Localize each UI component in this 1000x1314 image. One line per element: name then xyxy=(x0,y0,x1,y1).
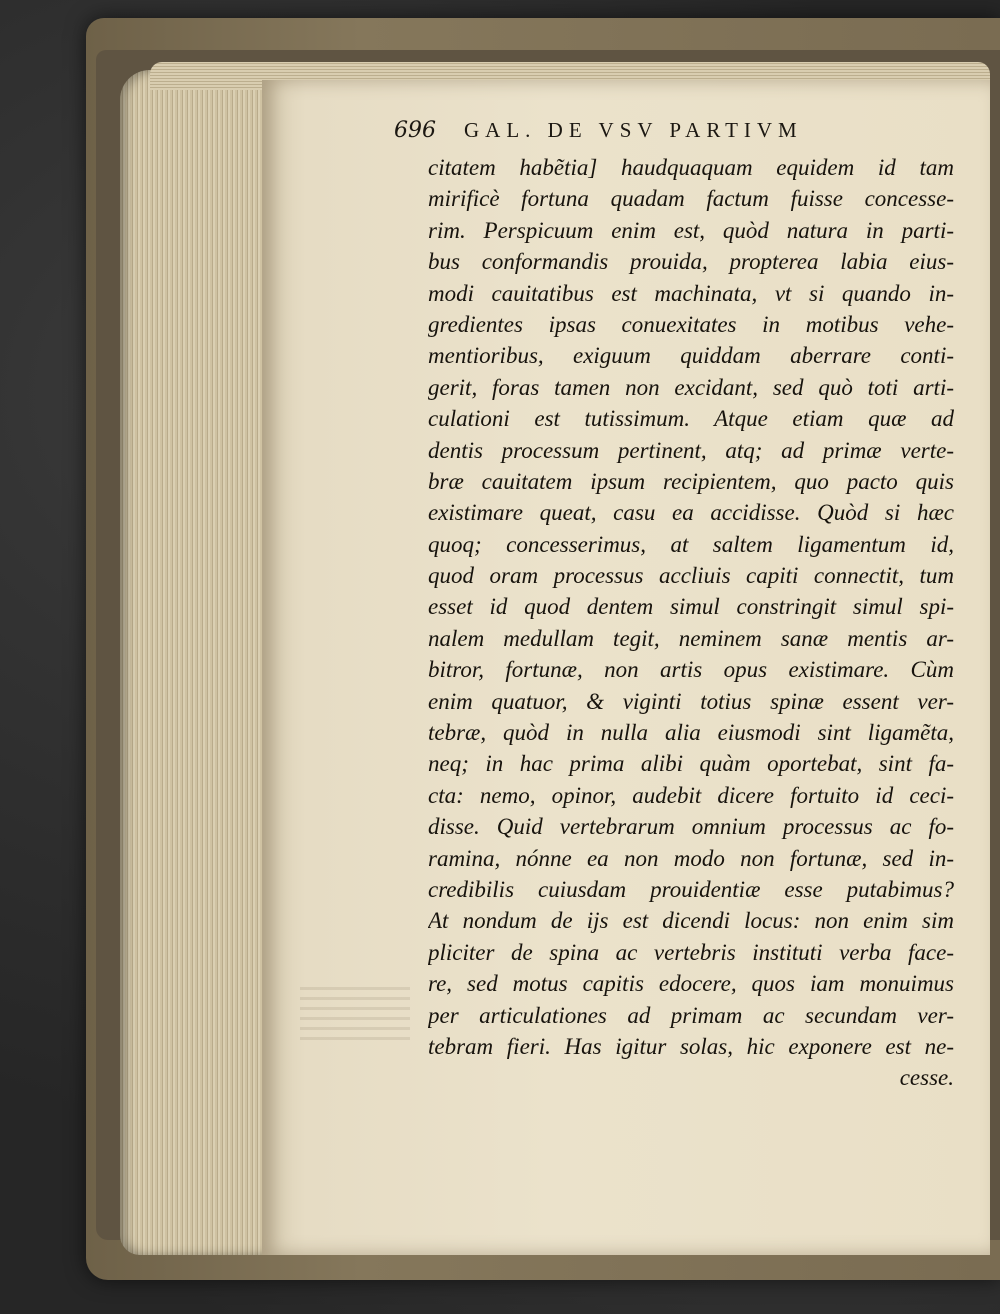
text-line: cta: nemo, opinor, audebit dicere fortuito id ceci- xyxy=(428,782,954,808)
page-stack-edge xyxy=(120,70,270,1255)
text-line: mirificè fortuna quadam factum fuisse concesse- xyxy=(428,186,954,212)
text-line: per articulationes ad primam ac secundam ver- xyxy=(428,1002,954,1028)
text-line: gerit, foras tamen non excidant, sed quò toti arti- xyxy=(428,374,954,400)
text-line: modi cauitatibus est machinata, vt si quando in- xyxy=(428,280,954,306)
text-line: disse. Quid vertebrarum omnium processus ac fo- xyxy=(428,814,954,840)
text-line: At nondum de ijs est dicendi locus: non enim sim xyxy=(428,908,954,934)
text-line: existimare queat, casu ea accidisse. Quòd si hæc xyxy=(428,500,954,526)
text-line: pliciter de spina ac vertebris instituti verba face- xyxy=(428,939,954,965)
text-line: culationi est tutissimum. Atque etiam quæ ad xyxy=(428,406,954,432)
text-line: nalem medullam tegit, neminem sanæ mentis ar- xyxy=(428,625,954,651)
text-line: rim. Perspicuum enim est, quòd natura in parti- xyxy=(428,217,954,243)
text-line: citatem habẽtia] haudquaquam equidem id tam xyxy=(428,155,954,180)
text-line: gredientes ipsas conuexitates in motibus vehe- xyxy=(428,311,954,337)
text-line: esset id quod dentem simul constringit simul spi- xyxy=(428,594,954,620)
text-line: neq; in hac prima alibi quàm oportebat, sint fa- xyxy=(428,751,954,777)
page-number: 696 xyxy=(394,118,436,143)
running-head xyxy=(394,118,914,148)
text-line: tebræ, quòd in nulla alia eiusmodi sint ligamẽta, xyxy=(428,720,954,746)
text-line: mentioribus, exiguum quiddam aberrare conti- xyxy=(428,343,954,369)
text-line: dentis processum pertinent, atq; ad primæ verte- xyxy=(428,437,954,463)
text-line: ramina, nónne ea non modo non fortunæ, sed in- xyxy=(428,845,954,871)
text-line: enim quatuor, & viginti totius spinæ essent ver- xyxy=(428,688,954,714)
text-line: quoq; concesserimus, at saltem ligamentum id, xyxy=(428,531,954,557)
text-line: bus conformandis prouida, propterea labia eius- xyxy=(428,249,954,275)
running-title: GAL. DE VSV PARTIVM xyxy=(464,118,803,142)
text-line: re, sed motus capitis edocere, quos iam monuimus xyxy=(428,971,954,997)
text-line: bitror, fortunæ, non artis opus existimare. Cùm xyxy=(428,657,954,683)
body-text xyxy=(428,152,954,1094)
show-through-text xyxy=(300,980,410,1040)
catchword-line: cesse. xyxy=(899,1065,954,1091)
text-line: bræ cauitatem ipsum recipientem, quo pacto quis xyxy=(428,468,954,494)
text-line: quod oram processus accliuis capiti connectit, tum xyxy=(428,563,954,589)
text-line: credibilis cuiusdam prouidentiæ esse putabimus? xyxy=(428,876,954,902)
text-line: tebram fieri. Has igitur solas, hic exponere est ne- xyxy=(428,1033,954,1059)
